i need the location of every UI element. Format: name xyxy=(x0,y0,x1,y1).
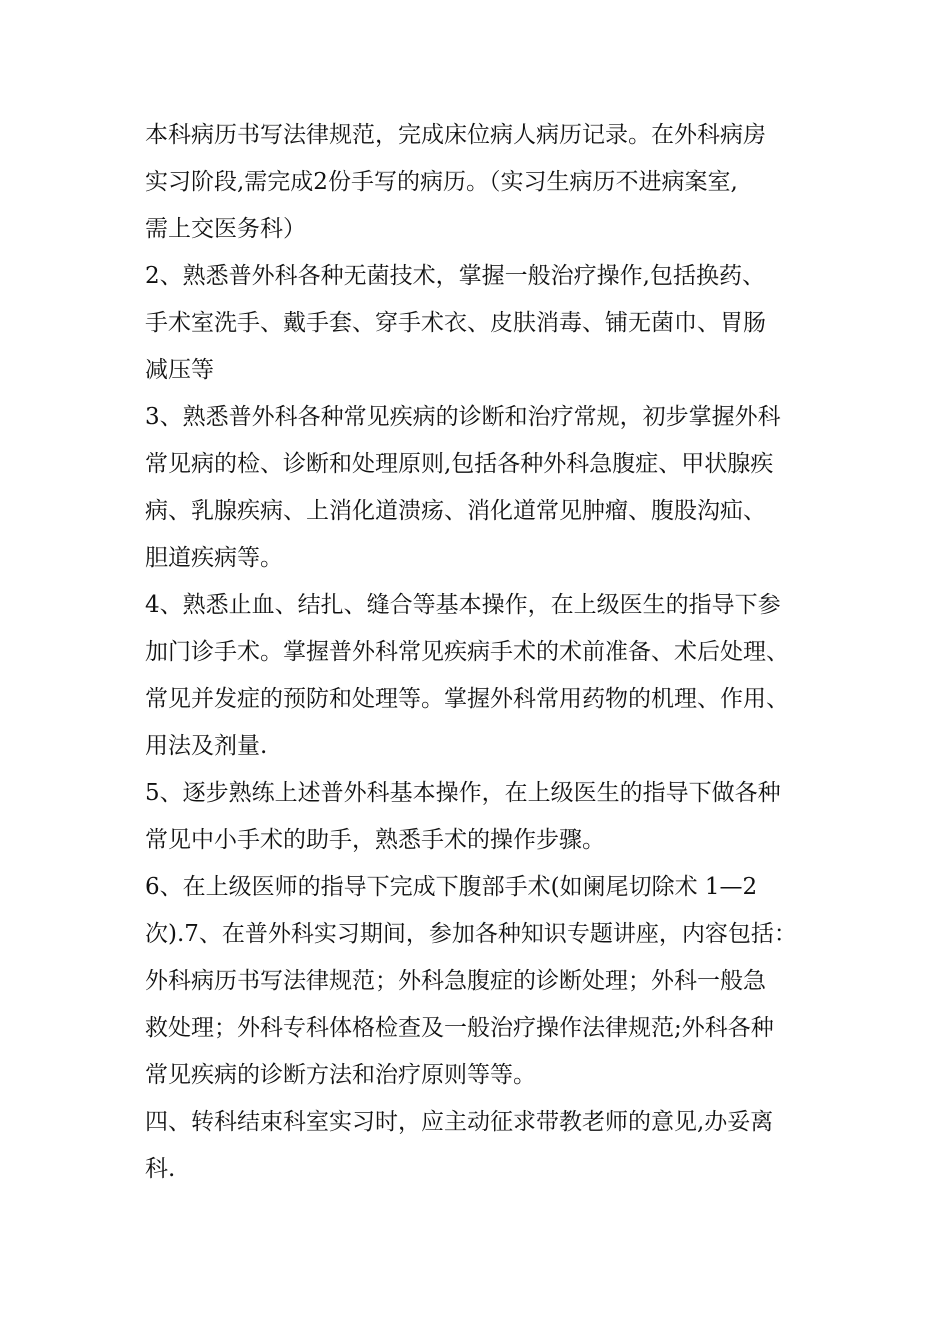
text-line: 病、乳腺疾病、上消化道溃疡、消化道常见肿瘤、腹股沟疝、 xyxy=(145,498,766,524)
text-line: 常见病的检、诊断和处理原则,包括各种外科急腹症、甲状腺疾 xyxy=(145,451,774,477)
text-line: 外科病历书写法律规范；外科急腹症的诊断处理；外科一般急 xyxy=(145,968,766,994)
text-line: 次).7、在普外科实习期间，参加各种知识专题讲座，内容包括： xyxy=(145,921,797,947)
text-line: 手术室洗手、戴手套、穿手术衣、皮肤消毒、铺无菌巾、胃肠 xyxy=(145,310,766,336)
document-body xyxy=(145,112,825,1193)
text-line: 3、熟悉普外科各种常见疾病的诊断和治疗常规，初步掌握外科 xyxy=(145,404,781,430)
text-line: 四、转科结束科室实习时，应主动征求带教老师的意见,办妥离 xyxy=(145,1109,774,1135)
text-line: 实习阶段,需完成2份手写的病历。（实习生病历不进病案室, xyxy=(145,169,738,195)
text-line: 加门诊手术。掌握普外科常见疾病手术的术前准备、术后处理、 xyxy=(145,639,789,665)
text-line: 科. xyxy=(145,1156,176,1182)
text-line: 常见中小手术的助手，熟悉手术的操作步骤。 xyxy=(145,827,605,853)
text-line: 本科病历书写法律规范，完成床位病人病历记录。在外科病房 xyxy=(145,122,766,148)
text-line: 救处理；外科专科体格检查及一般治疗操作法律规范;外科各种 xyxy=(145,1015,774,1041)
text-line: 常见并发症的预防和处理等。掌握外科常用药物的机理、作用、 xyxy=(145,686,789,712)
text-line: 减压等 xyxy=(145,357,214,383)
text-line: 需上交医务科） xyxy=(145,216,306,242)
text-line: 4、熟悉止血、结扎、缝合等基本操作，在上级医生的指导下参 xyxy=(145,592,781,618)
text-line: 用法及剂量. xyxy=(145,733,268,759)
text-line: 5、逐步熟练上述普外科基本操作，在上级医生的指导下做各种 xyxy=(145,780,781,806)
text-line: 2、熟悉普外科各种无菌技术，掌握一般治疗操作,包括换药、 xyxy=(145,263,765,289)
text-line: 6、在上级医师的指导下完成下腹部手术(如阑尾切除术 1—2 xyxy=(145,874,758,900)
text-line: 胆道疾病等。 xyxy=(145,545,283,571)
text-line: 常见疾病的诊断方法和治疗原则等等。 xyxy=(145,1062,536,1088)
